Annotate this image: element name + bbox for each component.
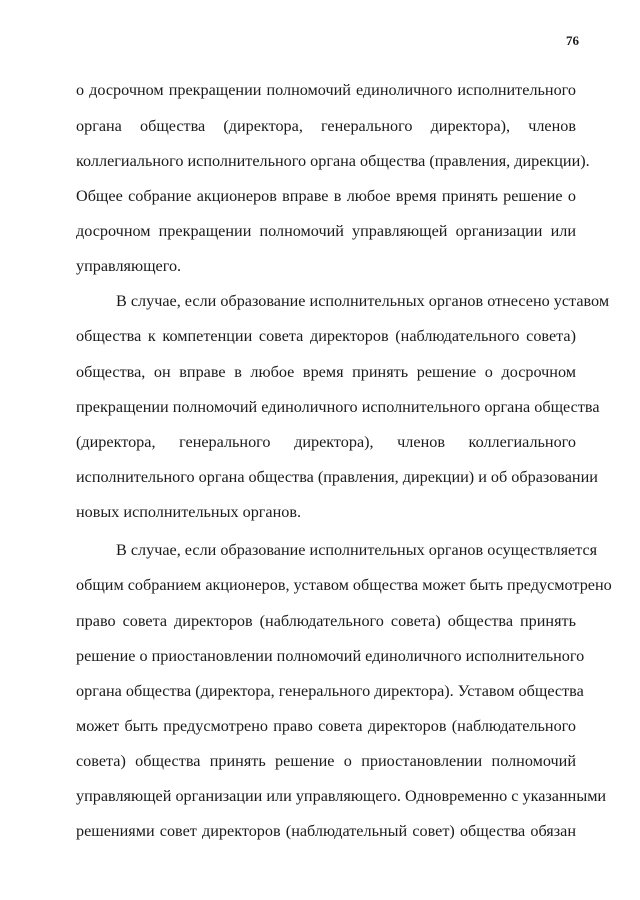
paragraph-3-line-9: решениями совет директоров (наблюдательный совет) общества обязан bbox=[76, 822, 576, 840]
paragraph-1-line-1: о досрочном прекращении полномочий единоличного исполнительного bbox=[76, 81, 576, 99]
paragraph-2-line-6: исполнительного органа общества (правления, дирекции) и об образовании bbox=[76, 468, 598, 486]
paragraph-2-line-5: (директора, генерального директора), членов коллегиального bbox=[76, 433, 576, 451]
paragraph-3-line-4: решение о приостановлении полномочий единоличного исполнительного bbox=[76, 647, 585, 665]
paragraph-3-line-3: право совета директоров (наблюдательного совета) общества принять bbox=[76, 612, 576, 630]
paragraph-2-line-7: новых исполнительных органов. bbox=[76, 503, 302, 521]
paragraph-2-line-1: В случае, если образование исполнительных органов отнесено уставом bbox=[116, 292, 610, 310]
paragraph-2-line-2: общества к компетенции совета директоров (наблюдательного совета) bbox=[76, 327, 576, 345]
paragraph-3-line-8: управляющей организации или управляющего. Одновременно с указанными bbox=[76, 787, 607, 805]
paragraph-2-line-3: общества, он вправе в любое время принять решение о досрочном bbox=[76, 363, 576, 381]
page-number: 76 bbox=[566, 33, 579, 48]
paragraph-3-line-6: может быть предусмотрено право совета директоров (наблюдательного bbox=[76, 717, 576, 735]
paragraph-1-line-4: Общее собрание акционеров вправе в любое время принять решение о bbox=[76, 187, 576, 205]
paragraph-2-line-4: прекращении полномочий единоличного исполнительного органа общества bbox=[76, 398, 600, 416]
paragraph-1-line-5: досрочном прекращении полномочий управляющей организации или bbox=[76, 222, 576, 240]
paragraph-3-line-2: общим собранием акционеров, уставом общества может быть предусмотрено bbox=[76, 576, 612, 594]
paragraph-1-line-6: управляющего. bbox=[76, 257, 182, 275]
paragraph-3-line-7: совета) общества принять решение о приостановлении полномочий bbox=[76, 752, 576, 770]
paragraph-3-line-5: органа общества (директора, генерального директора). Уставом общества bbox=[76, 682, 584, 700]
paragraph-3-line-1: В случае, если образование исполнительных органов осуществляется bbox=[116, 541, 598, 559]
paragraph-1-line-3: коллегиального исполнительного органа общества (правления, дирекции). bbox=[76, 152, 590, 170]
paragraph-1-line-2: органа общества (директора, генерального директора), членов bbox=[76, 117, 576, 135]
